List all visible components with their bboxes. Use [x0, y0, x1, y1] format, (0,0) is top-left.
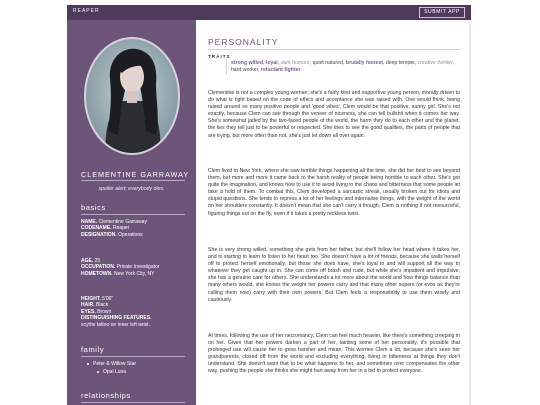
height-label: HEIGHT.	[81, 296, 101, 302]
age-value: 25	[94, 258, 101, 264]
divider	[81, 214, 185, 215]
divider	[208, 49, 460, 50]
eyes-label: EYES.	[81, 308, 96, 315]
designation-value: Operations	[118, 231, 143, 238]
brand-logo-text[interactable]: REAPER	[73, 8, 100, 14]
family-member-name: Peter & Willow Star	[93, 361, 137, 367]
hair-value: Black	[96, 302, 109, 309]
traits-label: TRAITS	[208, 54, 231, 59]
features-value: scythe tattoo on inner left wrist.	[81, 321, 150, 328]
trait: creative thinker	[417, 60, 453, 66]
submit-app-button[interactable]: SUBMIT APP	[419, 7, 465, 18]
trait: brutally honest	[345, 60, 383, 66]
family-member-name: Opal Luna	[103, 369, 127, 375]
character-tagline: spoiler alert; everybody dies.	[98, 186, 165, 192]
personality-paragraph: She is very strong willed, something she gets from her father, but she'll follow her head where it takes her, and is starting to learn to listen to her heart too. She doesn't have a lot of friends, because she walls herself off to protect herself emotionally, but those she does have, she's loyal to and will support all the way to whatever they get caught up in. She can come off brash and rude, but while she's impatient and impulsive, she has a genuine care for others. She understands a lot more about the world and how things balance than many others would, she knows the weight her powers carry and that many other supers (or evos as they're calling them now) carry with their own powers. But Clem feels a responsibility to use them wisely and cautiously.	[208, 247, 460, 303]
traits-list	[226, 60, 463, 75]
trait: dark humour	[280, 60, 310, 66]
personality-paragraph: At times, following the use of her necromancy, Clem can feel much heavier, like there's something creeping in on her. Given that her powers darken a part of her, tainting some of her personality, it's possible that prolonged use will cause her to grow harsher and mean. This worries Clem a lot, because she's seen her grandparents, closed off from the world and excluding everything, living in bitterness at things they don't understand. She doesn't want that to be what happens to her, and sometimes over compensates the other way, pushing the people she thinks she might hurt away from her in a bid to protect everyone.	[208, 333, 460, 375]
personality-paragraph: Clementine is not a complex young woman; she's a fairly kind and supportive young person, morally driven to do what is right based on the code of ethics and acceptance she was raised with. One would think, being raised around so many positive people and 'good vibes', Clem would be that positive, sunny girl. She's not exactly, because Clem can see through the veneer of niceness, she can tell bullshit when it comes her way. She's somewhat jaded by the two-faced people of the world, the harm they do to each other and the planet, the lies they tell just to be powerful or respected. She tries to see the good qualities, the parts of people that are trying, but more often than not, she's just let down all over again.	[208, 90, 460, 139]
features-label: DISTINGUISHING FEATURES.	[81, 315, 152, 322]
family-item[interactable]	[87, 361, 136, 367]
eyes-value: Brown	[97, 308, 112, 315]
character-name: CLEMENTINE GARRAWAY	[81, 170, 190, 179]
divider	[81, 356, 185, 357]
height-value: 5'06"	[102, 296, 114, 302]
top-bar	[67, 5, 471, 20]
name-label: NAME.	[81, 219, 98, 225]
relationships-heading: relationships	[81, 391, 131, 400]
bullet-icon	[87, 363, 89, 365]
trait-separator: , hard worker,	[231, 60, 455, 74]
hair-label: HAIR.	[81, 302, 95, 309]
trait: strong willed	[231, 60, 263, 66]
portrait-frame	[84, 37, 180, 155]
sidebar	[67, 20, 196, 405]
family-item[interactable]	[97, 369, 126, 375]
occupation-value: Private Investigator	[116, 264, 160, 271]
divider	[81, 402, 185, 403]
trait: reluctant fighter	[261, 67, 301, 74]
basics-identity	[81, 219, 191, 238]
app-frame	[67, 5, 471, 405]
hometown-label: HOMETOWN.	[81, 270, 113, 277]
trait-separator: , deep temper,	[382, 60, 418, 66]
hometown-value: New York City, NY	[113, 270, 155, 277]
bullet-icon	[97, 371, 99, 373]
name-value: Clementine Garraway	[98, 219, 147, 225]
trait-separator: .	[300, 67, 302, 74]
family-heading: family	[81, 345, 105, 354]
trait-separator: ,	[263, 60, 266, 66]
basics-background	[81, 258, 191, 277]
basics-appearance	[81, 296, 191, 328]
scrollbar[interactable]	[469, 20, 471, 405]
codename-label: CODENAME.	[81, 225, 112, 232]
trait-separator: ,	[277, 60, 281, 66]
section-title: PERSONALITY	[208, 37, 279, 47]
age-label: AGE.	[81, 258, 94, 264]
trait: loyal	[265, 60, 278, 66]
main-content	[196, 20, 471, 405]
personality-paragraph: Clem lived in New York, where she saw terrible things happening all the time, she did her best to see beyond them, but more and more it came back to the harsh reality of people being horrible to each other. She's got quite the imagination, and knows how to use it to avoid living in the chaos and bitterness that some people let take a hold of them. To combat this, Clem developed a sarcastic streak, usually broken out for idiots and stupid questions. She tends to repress a lot of her feelings and internalise things, with the weight of the world on her shoulders constantly. It doesn't mean that she can't carry it though, Clem is nothing if not resourceful, figuring things out on the fly, even if it takes a pretty reckless twist.	[208, 168, 460, 217]
basics-heading: basics	[81, 203, 106, 212]
character-portrait	[86, 39, 178, 153]
codename-value: Reaper	[112, 225, 130, 232]
divider	[81, 180, 185, 181]
trait-separator: , quiet natured,	[309, 60, 346, 66]
designation-label: DESIGNATION.	[81, 231, 117, 238]
occupation-label: OCCUPATION.	[81, 264, 116, 271]
